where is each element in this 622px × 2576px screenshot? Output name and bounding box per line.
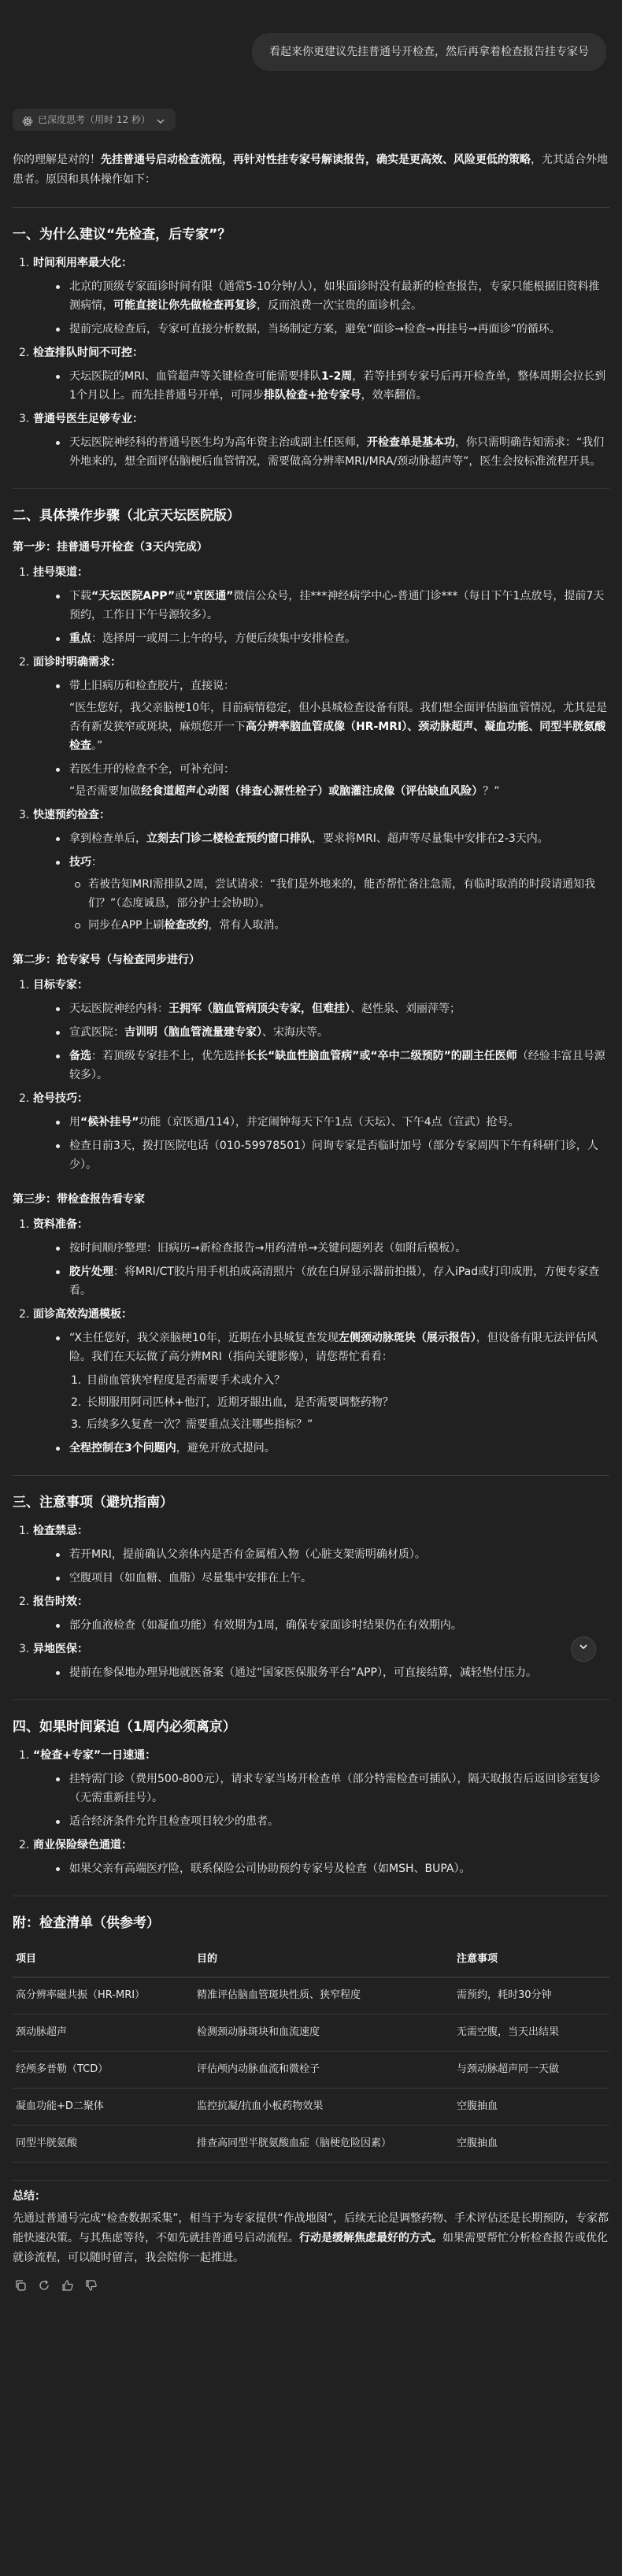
checklist-title: 附：检查清单（供参考） — [13, 1915, 160, 1931]
atom-icon — [22, 114, 33, 125]
table-cell: 监控抗凝/抗血小板药物效果 — [194, 2089, 454, 2126]
table-row — [13, 2014, 609, 2052]
question-item: 1. 目前血管狭窄程度是否需要手术或介入？ — [71, 1374, 285, 1387]
question-list — [69, 1371, 609, 1434]
thumbs-up-icon[interactable] — [61, 2279, 74, 2292]
table-cell: 需预约，耗时30分钟 — [454, 1977, 609, 2014]
bullet: 若开MRI，提前确认父亲体内是否有金属植入物（心脏支架需明确材质）。 — [69, 1545, 609, 1564]
table-cell: 颈动脉超声 — [13, 2014, 194, 2052]
list-item: 1. 检查禁忌： 若开MRI，提前确认父亲体内是否有金属植入物（心脏支架需明确材质）。 空腹项目（如血糖、血脂）尽量集中安排在上午。 — [22, 1522, 609, 1588]
section-3-title: 三、注意事项（避坑指南） — [13, 1495, 173, 1510]
bullet: 下载“天坛医院APP”或“京医通”微信公众号，挂***神经病学中心-普通门诊***（每日下午1点放号，提前7天预约，工作日下午号源较多）。 — [69, 587, 609, 625]
bullet: 按时间顺序整理：旧病历→新检查报告→用药清单→关键问题列表（如附后模板）。 — [69, 1239, 609, 1258]
table-header: 注意事项 — [454, 1942, 609, 1977]
step-3-list — [13, 1215, 609, 1458]
chevron-down-icon — [155, 114, 166, 125]
table-cell: 经颅多普勒（TCD） — [13, 2052, 194, 2089]
chevron-down-icon — [578, 1640, 589, 1659]
section-2-title: 二、具体操作步骤（北京天坛医院版） — [13, 508, 240, 524]
bullet: 带上旧病历和检查胶片，直接说： “医生您好，我父亲脑梗10年，目前病情稳定，但小县城检查设备有限。我们想全面评估脑血管情况，尤其是是否有新发狭窄或斑块，麻烦您开一下高分辨率脑血管成像（HR-MRI）、颈动脉超声、凝血功能、同型半胱氨酸检查。” — [69, 676, 609, 755]
list-item: 2. 报告时效： 部分血液检查（如凝血功能）有效期为1周，确保专家面诊时结果仍在有效期内。 — [22, 1592, 609, 1635]
section-1-title: 一、为什么建议“先检查，后专家”？ — [13, 227, 231, 243]
divider — [13, 1475, 609, 1476]
thinking-label: 已深度思考（用时 12 秒） — [38, 114, 150, 125]
divider — [13, 2180, 609, 2181]
section-3-list — [13, 1522, 609, 1682]
list-item: 2. 检查排队时间不可控： 天坛医院的MRI、血管超声等关键检查可能需要排队1-2周，若等挂到专家号后再开检查单，整体周期会拉长到1个月以上。而先挂普通号开单，可同步排队检查+抢专家号，效率翻倍。 — [22, 343, 609, 405]
step-1-title: 第一步：挂普通号开检查（3天内完成） — [13, 541, 208, 554]
list-item: 1. “检查+专家”一日速通： 挂特需门诊（费用500-800元），请求专家当场开检查单（部分特需检查可插队），隔天取报告后返回诊室复诊（无需重新挂号）。 适合经济条件允许且检查项目较少的患者。 — [22, 1746, 609, 1831]
table-row — [13, 2126, 609, 2163]
bullet: 挂特需门诊（费用500-800元），请求专家当场开检查单（部分特需检查可插队），隔天取报告后返回诊室复诊（无需重新挂号）。 — [69, 1770, 609, 1807]
table-cell: 同型半胱氨酸 — [13, 2126, 194, 2163]
bullet: 北京的顶级专家面诊时间有限（通常5-10分钟/人），如果面诊时没有最新的检查报告，专家只能根据旧资料推测病情，可能直接让你先做检查再复诊，反而浪费一次宝贵的面诊机会。 — [69, 277, 609, 315]
list-item: 3. 异地医保： 提前在参保地办理异地就医备案（通过“国家医保服务平台”APP），可直接结算，减轻垫付压力。 — [22, 1640, 609, 1682]
table-cell: 精准评估脑血管斑块性质、狭窄程度 — [194, 1977, 454, 2014]
table-cell: 排查高同型半胱氨酸血症（脑梗危险因素） — [194, 2126, 454, 2163]
refresh-icon[interactable] — [38, 2279, 50, 2292]
thinking-toggle[interactable] — [13, 109, 176, 131]
item-title: 时间利用率最大化 — [33, 257, 121, 269]
list-number: 1. — [19, 257, 30, 269]
summary-paragraph: 先通过普通号完成“检查数据采集”，相当于为专家提供“作战地图”，后续无论是调整药物、手术评估还是长期预防，专家都能快速决策。与其焦虑等待，不如先就挂普通号启动流程。行动是缓解焦虑最好的方式。如果需要帮忙分析检查报告或优化就诊流程，可以随时留言，我会陪你一起推进。 — [13, 2212, 609, 2264]
step-1-list — [13, 563, 609, 935]
list-number: 3. — [19, 413, 30, 425]
sub-bullet: 同步在APP上刷检查改约，常有人取消。 — [88, 916, 609, 935]
bullet: 天坛医院神经内科：王拥军（脑血管病顶尖专家，但难挂）、赵性泉、刘丽萍等； — [69, 999, 609, 1018]
table-cell: 评估颅内动脉血流和微栓子 — [194, 2052, 454, 2089]
table-cell: 无需空腹，当天出结果 — [454, 2014, 609, 2052]
table-row — [13, 2089, 609, 2126]
item-title: 普通号医生足够专业 — [33, 413, 132, 425]
table-cell: 检测颈动脉斑块和血流速度 — [194, 2014, 454, 2052]
checklist-table — [13, 1942, 609, 2163]
bullet: 天坛医院神经科的普通号医生均为高年资主治或副主任医师，开检查单是基本功，你只需明确告知需求：“我们外地来的，想全面评估脑梗后血管情况，需要做高分辨率MRI/MRA/颈动脉超声等”，医生会按标准流程开具。 — [69, 433, 609, 471]
bullet: 天坛医院的MRI、血管超声等关键检查可能需要排队1-2周，若等挂到专家号后再开检查单，整体周期会拉长到1个月以上。而先挂普通号开单，可同步排队检查+抢专家号，效率翻倍。 — [69, 367, 609, 405]
bullet: 胶片处理：将MRI/CT胶片用手机拍成高清照片（放在白屏显示器前拍摄），存入iPad或打印成册，方便专家查看。 — [69, 1262, 609, 1300]
divider — [13, 207, 609, 208]
sub-bullet: 若被告知MRI需排队2周，尝试请求：“我们是外地来的，能否帮忙备注急需，有临时取消的时段请通知我们？”（态度诚恳，部分护士会协助）。 — [88, 875, 609, 913]
intro-c: ，尤其适合外地患者。原因和具体操作如下： — [13, 154, 608, 186]
table-header-row — [13, 1942, 609, 1977]
assistant-message — [0, 109, 622, 2292]
bullet: 适合经济条件允许且检查项目较少的患者。 — [69, 1812, 609, 1831]
intro-b: 先挂普通号启动检查流程，再针对性挂专家号解读报告，确实是更高效、风险更低的策略 — [101, 154, 531, 166]
bullet: 如果父亲有高端医疗险，联系保险公司协助预约专家号及检查（如MSH、BUPA）。 — [69, 1859, 609, 1878]
intro-paragraph — [13, 150, 609, 190]
list-item: 1. 时间利用率最大化： 北京的顶级专家面诊时间有限（通常5-10分钟/人），如果面诊时没有最新的检查报告，专家只能根据旧资料推测病情，可能直接让你先做检查再复诊，反而浪费一次宝贵的面诊机会。 提前完成检查后，专家可直接分析数据，当场制定方案，避免“面诊→检查→再挂号→再面诊”的循环。 — [22, 254, 609, 339]
divider — [13, 488, 609, 489]
bullet: 部分血液检查（如凝血功能）有效期为1周，确保专家面诊时结果仍在有效期内。 — [69, 1616, 609, 1635]
bullet: 用“候补挂号”功能（京医通/114），并定闹钟每天下午1点（天坛）、下午4点（宣武）抢号。 — [69, 1113, 609, 1132]
table-cell: 空腹抽血 — [454, 2126, 609, 2163]
list-item: 1. 目标专家： 天坛医院神经内科：王拥军（脑血管病顶尖专家，但难挂）、赵性泉、刘丽萍等； 宣武医院：吉训明（脑血管流量建专家）、宋海庆等。 备选：若顶级专家挂不上，优先选择长长“缺血性脑血管病”或“卒中二级预防”的副主任医师（经验丰富且号源较多）。 — [22, 976, 609, 1084]
table-cell: 与颈动脉超声同一天做 — [454, 2052, 609, 2089]
table-header: 项目 — [13, 1942, 194, 1977]
bullet: 提前在参保地办理异地就医备案（通过“国家医保服务平台”APP），可直接结算，减轻垫付压力。 — [69, 1663, 609, 1682]
bullet: 若医生开的检查不全，可补充问： “是否需要加做经食道超声心动图（排查心源性栓子）或脑灌注成像（评估缺血风险）？” — [69, 760, 609, 801]
table-cell: 高分辨率磁共振（HR-MRI） — [13, 1977, 194, 2014]
list-item: 3. 普通号医生足够专业： 天坛医院神经科的普通号医生均为高年资主治或副主任医师，开检查单是基本功，你只需明确告知需求：“我们外地来的，想全面评估脑梗后血管情况，需要做高分辨率MRI/MRA/颈动脉超声等”，医生会按标准流程开具。 — [22, 410, 609, 471]
list-item: 2. 面诊时明确需求： 带上旧病历和检查胶片，直接说： “医生您好，我父亲脑梗10年，目前病情稳定，但小县城检查设备有限。我们想全面评估脑血管情况，尤其是是否有新发狭窄或斑块，麻烦您开一下高分辨率脑血管成像（HR-MRI）、颈动脉超声、凝血功能、同型半胱氨酸检查。” 若医生开的检查不全，可补充问： “是否需要加做经食道超声心动图（排查心源性栓子）或脑灌注成像（评估缺血风险）？” — [22, 653, 609, 801]
bullet: 拿到检查单后，立刻去门诊二楼检查预约窗口排队，要求将MRI、超声等尽量集中安排在2-3天内。 — [69, 829, 609, 848]
list-item: 1. 资料准备： 按时间顺序整理：旧病历→新检查报告→用药清单→关键问题列表（如附后模板）。 胶片处理：将MRI/CT胶片用手机拍成高清照片（放在白屏显示器前拍摄），存入iPad或打印成册，方便专家查看。 — [22, 1215, 609, 1300]
step-2-list — [13, 976, 609, 1174]
user-message-bubble: 看起来你更建议先挂普通号开检查，然后再拿着检查报告挂专家号 — [252, 33, 606, 71]
section-4-list — [13, 1746, 609, 1878]
table-row — [13, 1977, 609, 2014]
list-item: 2. 抢号技巧： 用“候补挂号”功能（京医通/114），并定闹钟每天下午1点（天坛）、下午4点（宣武）抢号。 检查日前3天，拨打医院电话（010-59978501）问询专家是否临时加号（部分专家周四下午有科研门诊，人少）。 — [22, 1089, 609, 1174]
table-row — [13, 2052, 609, 2089]
list-item: 2. 面诊高效沟通模板： “X主任您好，我父亲脑梗10年，近期在小县城复查发现左侧颈动脉斑块（展示报告），但设备有限无法评估风险。我们在天坛做了高分辨MRI（指向关键影像），请您帮忙看看： 1. 目前血管狭窄程度是否需要手术或介入？ 2. 长期服用阿司匹林+他汀，近期牙龈出血，是否需要调整药物？ 3. 后续多久复查一次？需要重点关注哪些指标？” 全程控制在3个问题内，避免开放式提问。 — [22, 1305, 609, 1458]
bullet: 备选：若顶级专家挂不上，优先选择长长“缺血性脑血管病”或“卒中二级预防”的副主任医师（经验丰富且号源较多）。 — [69, 1047, 609, 1084]
copy-icon[interactable] — [14, 2279, 27, 2292]
question-item: 3. 后续多久复查一次？需要重点关注哪些指标？” — [71, 1418, 313, 1431]
list-item: 3. 快速预约检查： 拿到检查单后，立刻去门诊二楼检查预约窗口排队，要求将MRI、超声等尽量集中安排在2-3天内。 技巧： 若被告知MRI需排队2周，尝试请求：“我们是外地来的，能否帮忙备注急需，有临时取消的时段请通知我们？”（态度诚恳，部分护士会协助）。 同步在APP上刷检查改约，常有人取消。 — [22, 806, 609, 935]
list-item: 1. 挂号渠道： 下载“天坛医院APP”或“京医通”微信公众号，挂***神经病学中心-普通门诊***（每日下午1点放号，提前7天预约，工作日下午号源较多）。 重点：选择周一或周二上午的号，方便后续集中安排检查。 — [22, 563, 609, 648]
summary-title: 总结： — [13, 2190, 46, 2203]
bullet: 全程控制在3个问题内，避免开放式提问。 — [69, 1439, 609, 1458]
bullet: 技巧： 若被告知MRI需排队2周，尝试请求：“我们是外地来的，能否帮忙备注急需，有临时取消的时段请通知我们？”（态度诚恳，部分护士会协助）。 同步在APP上刷检查改约，常有人取消。 — [69, 853, 609, 935]
step-2-title: 第二步：抢专家号（与检查同步进行） — [13, 954, 200, 966]
item-title: 检查排队时间不可控 — [33, 347, 132, 359]
user-message-row — [0, 0, 622, 71]
list-number: 2. — [19, 347, 30, 359]
scroll-to-bottom-button[interactable] — [571, 1636, 596, 1662]
divider — [13, 1699, 609, 1700]
thumbs-down-icon[interactable] — [85, 2279, 98, 2292]
section-1-list — [13, 254, 609, 471]
bullet: “X主任您好，我父亲脑梗10年，近期在小县城复查发现左侧颈动脉斑块（展示报告），但设备有限无法评估风险。我们在天坛做了高分辨MRI（指向关键影像），请您帮忙看看： 1. 目前血管狭窄程度是否需要手术或介入？ 2. 长期服用阿司匹林+他汀，近期牙龈出血，是否需要调整药物？ 3. 后续多久复查一次？需要重点关注哪些指标？” — [69, 1329, 609, 1434]
bullet: 检查日前3天，拨打医院电话（010-59978501）问询专家是否临时加号（部分专家周四下午有科研门诊，人少）。 — [69, 1136, 609, 1174]
bullet: 提前完成检查后，专家可直接分析数据，当场制定方案，避免“面诊→检查→再挂号→再面诊”的循环。 — [69, 320, 609, 339]
section-4-title: 四、如果时间紧迫（1周内必须离京） — [13, 1719, 236, 1735]
bullet: 宣武医院：吉训明（脑血管流量建专家）、宋海庆等。 — [69, 1023, 609, 1042]
bullet: 空腹项目（如血糖、血脂）尽量集中安排在上午。 — [69, 1569, 609, 1588]
table-cell: 空腹抽血 — [454, 2089, 609, 2126]
message-actions — [13, 2279, 609, 2292]
step-3-title: 第三步：带检查报告看专家 — [13, 1193, 145, 1206]
quote: “是否需要加做经食道超声心动图（排查心源性栓子）或脑灌注成像（评估缺血风险）？” — [69, 785, 500, 798]
table-cell: 凝血功能+D二聚体 — [13, 2089, 194, 2126]
list-item: 2. 商业保险绿色通道： 如果父亲有高端医疗险，联系保险公司协助预约专家号及检查（如MSH、BUPA）。 — [22, 1836, 609, 1878]
bullet: 重点：选择周一或周二上午的号，方便后续集中安排检查。 — [69, 629, 609, 648]
question-item: 2. 长期服用阿司匹林+他汀，近期牙龈出血，是否需要调整药物？ — [71, 1396, 394, 1409]
quote: “医生您好，我父亲脑梗10年，目前病情稳定，但小县城检查设备有限。我们想全面评估脑血管情况，尤其是是否有新发狭窄或斑块，麻烦您开一下高分辨率脑血管成像（HR-MRI）、颈动脉超声、凝血功能、同型半胱氨酸检查。” — [69, 702, 608, 752]
table-header: 目的 — [194, 1942, 454, 1977]
intro-a: 你的理解是对的！ — [13, 154, 101, 166]
